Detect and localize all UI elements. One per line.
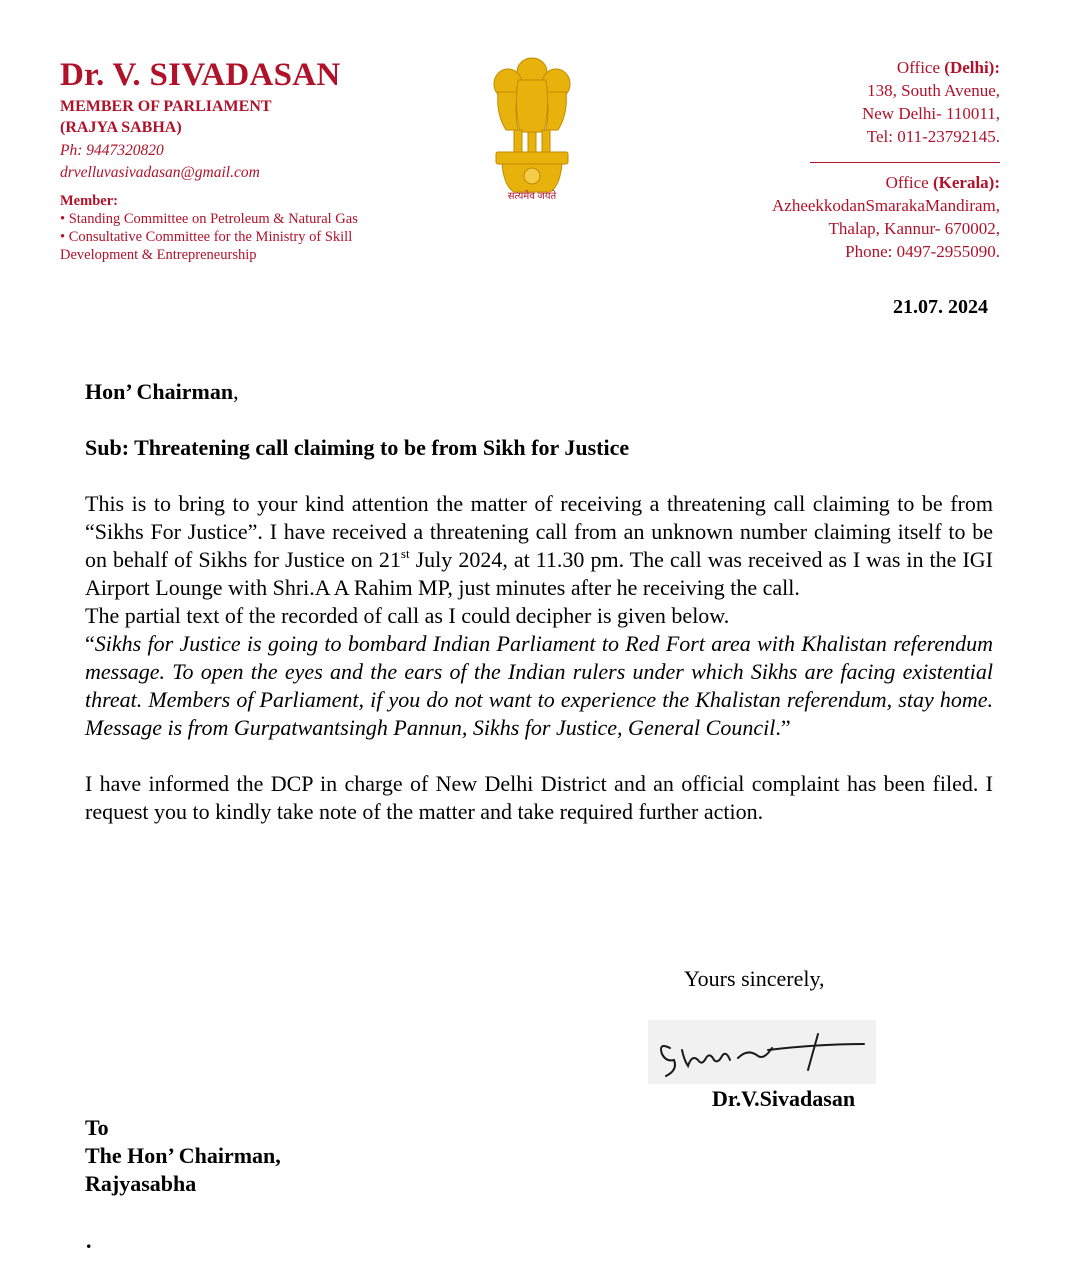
committee-item bbox=[60, 228, 420, 264]
mp-role-line2: (RAJYA SABHA) bbox=[60, 119, 182, 136]
office-divider bbox=[810, 162, 1000, 163]
mp-role-line1: MEMBER OF PARLIAMENT bbox=[60, 98, 272, 115]
salutation-text: Hon’ Chairman bbox=[85, 379, 234, 404]
closing: Yours sincerely, bbox=[684, 966, 825, 991]
emblem-caption: सत्यमेव जयते bbox=[507, 191, 557, 202]
state-emblem-icon bbox=[484, 52, 580, 202]
letterhead-right bbox=[680, 56, 1000, 263]
letterhead-left bbox=[60, 56, 420, 264]
kerala-address-line: AzheekkodanSmarakaMandiram, bbox=[772, 196, 1000, 215]
recipient-line: Rajyasabha bbox=[85, 1171, 197, 1196]
office-label: Office bbox=[896, 58, 945, 77]
bullet-icon: • bbox=[60, 211, 69, 227]
paragraph-3: I have informed the DCP in charge of New Delhi District and an official complaint has been filed. I request you to kindly take note of the matter and take required further action. bbox=[85, 771, 993, 824]
kerala-phone: Phone: 0497-2955090. bbox=[845, 242, 1000, 261]
letter-body bbox=[85, 378, 993, 826]
paragraph-2: The partial text of the recorded of call as I could decipher is given below. bbox=[85, 603, 730, 628]
kerala-address-line: Thalap, Kannur- 670002, bbox=[828, 219, 1000, 238]
quote-close: .” bbox=[775, 715, 791, 740]
salutation-punct: , bbox=[233, 379, 239, 404]
delhi-address-line: New Delhi- 110011, bbox=[861, 104, 1000, 123]
kerala-office-heading bbox=[680, 171, 1000, 194]
delhi-office-heading bbox=[680, 56, 1000, 79]
committee-item-text: Standing Committee on Petroleum & Natural Gas bbox=[68, 211, 358, 227]
mp-email: drvelluvasivadasan@gmail.com bbox=[60, 164, 260, 181]
salutation bbox=[85, 378, 993, 406]
handwritten-signature-icon bbox=[648, 1020, 876, 1084]
recipient-line: To bbox=[85, 1115, 109, 1140]
committee-item bbox=[60, 210, 420, 228]
mp-name: Dr. V. SIVADASAN bbox=[60, 57, 341, 93]
recipient-block bbox=[85, 1114, 281, 1198]
ordinal-suffix: st bbox=[400, 546, 410, 561]
office-location: (Delhi): bbox=[944, 58, 1000, 77]
paragraph-1-text-a: This is to bring to your kind attention the matter of receiving a threatening call claiming to be from “Sikhs For Justice”. I have received a threatening call from an unknown number claiming itself to be on behalf of Sikhs for Justice on 21 bbox=[85, 491, 993, 572]
quoted-message bbox=[85, 630, 993, 742]
committee-list bbox=[60, 210, 420, 264]
paragraph-1-text-b: July 2024, at 11.30 pm. The call was received as I was in the IGI Airport Lounge with Shri.A A Rahim MP, just minutes after he receiving the call. bbox=[85, 547, 994, 600]
quote-open: “ bbox=[85, 631, 95, 656]
office-location: (Kerala): bbox=[932, 173, 1000, 192]
bullet-icon: • bbox=[60, 229, 69, 245]
committee-item-text: Consultative Committee for the Ministry of Skill Development & Entrepreneurship bbox=[60, 229, 353, 263]
delhi-phone: Tel: 011-23792145. bbox=[866, 127, 1000, 146]
subject-line: Sub: Threatening call claiming to be from Sikh for Justice bbox=[85, 435, 630, 460]
delhi-address-line: 138, South Avenue, bbox=[867, 81, 1000, 100]
signer-name: Dr.V.Sivadasan bbox=[712, 1086, 856, 1111]
quote-text: Sikhs for Justice is going to bombard Indian Parliament to Red Fort area with Khalistan referendum message. To open the eyes and the ears of the Indian rulers under which Sikhs are facing existential threat. Members of Parliament, if you do not want to experience the Khalistan referendum, stay home. Message is from Gurpatwantsingh Pannun, Sikhs for Justice, General Council bbox=[85, 631, 993, 740]
recipient-line: The Hon’ Chairman, bbox=[85, 1143, 281, 1168]
trailing-mark: . bbox=[86, 1228, 92, 1253]
letter-date: 21.07. 2024 bbox=[893, 296, 988, 318]
office-label: Office bbox=[885, 173, 933, 192]
paragraph-1 bbox=[85, 490, 993, 602]
mp-phone: Ph: 9447320820 bbox=[60, 142, 164, 159]
member-heading: Member: bbox=[60, 193, 118, 209]
